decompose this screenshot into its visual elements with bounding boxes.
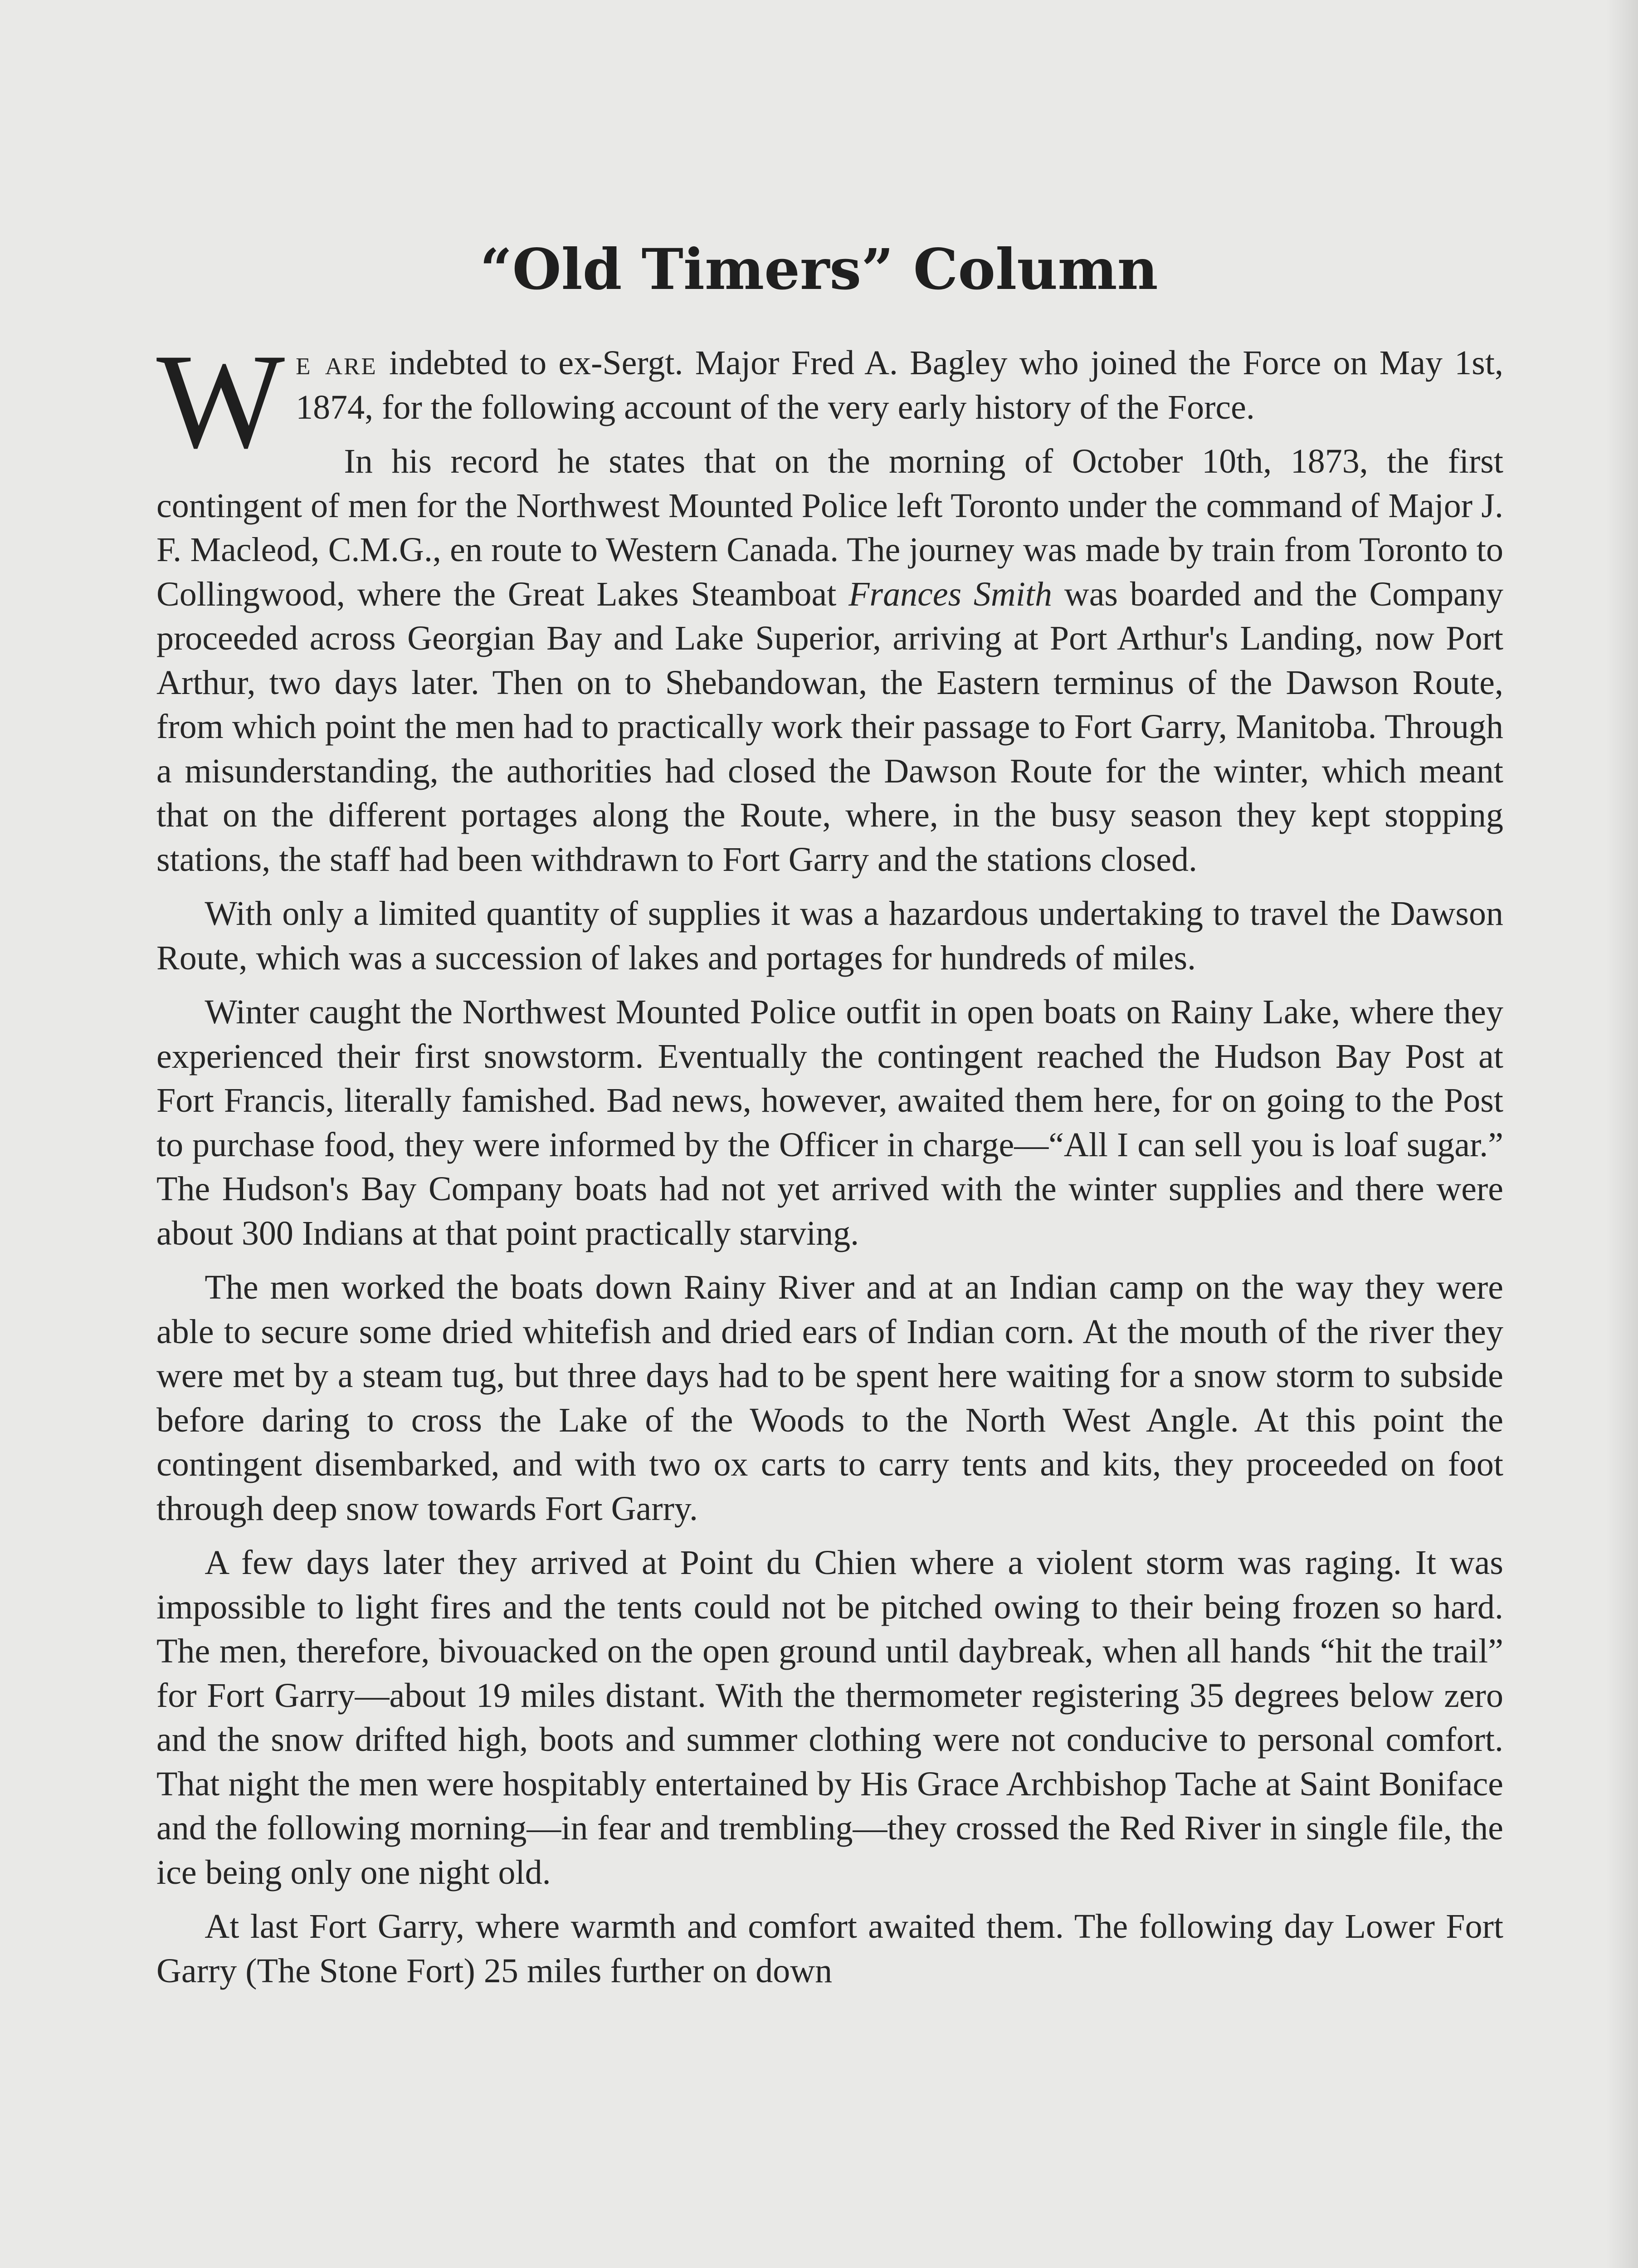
drop-cap: W (156, 326, 285, 476)
paragraph-7: At last Fort Garry, where warmth and comfort awaited them. The following day Lower Fort Garry (The Stone Fort) 25 miles further on down (156, 1907, 1503, 1990)
paragraph-6: A few days later they arrived at Point du Chien where a violent storm was raging. It was impossible to light fires and the tents could not be pitched owing to their being frozen so hard. The men, therefore, bivouacked on the open ground until daybreak, when all hands “hit the trail” for Fort Garry—about 19 miles distant. With the thermometer registering 35 degrees below zero and the snow drifted high, boots and summer clothing were not conducive to personal comfort. That night the men were hospitably entertained by His Grace Archbishop Tache at Saint Boniface and the following morning—in fear and trembling—they crossed the Red River in single file, the ice being only one night old. (156, 1544, 1503, 1892)
paragraph-4: Winter caught the Northwest Mounted Police outfit in open boats on Rainy Lake, where they experienced their first snowstorm. Eventually the contingent reached the Hudson Bay Post at Fort Francis, literally famished. Bad news, however, awaited them here, for on going to the Post to purchase food, they were informed by the Officer in charge—“All I can sell you is loaf sugar.” The Hudson's Bay Company boats had not yet arrived with the winter supplies and there were about 300 Indians at that point practically starving. (156, 993, 1503, 1252)
paragraph-2 (156, 440, 1503, 882)
paragraph-3: With only a limited quantity of supplies it was a hazardous undertaking to travel the Dawson Route, which was a succession of lakes and portages for hundreds of miles. (156, 894, 1503, 977)
paragraph-2-start: In his record he states that on the morning of October 10th, 1873, the first contingent of men for the Northwest Mounted Police left Toronto under the command of Major J. F. Macleod, C.M.G., en route to Western Canada. The journey was made by train from Toronto to Collingwood, where the Great Lakes Steamboat (156, 442, 1503, 613)
lead-small-caps: e are (296, 344, 377, 382)
article-body (156, 326, 1503, 2003)
paragraph-2-end: was boarded and the Company proceeded across Georgian Bay and Lake Superior, arriving at Port Arthur's Landing, now Port Arthur, two days later. Then on to Shebandowan, the Eastern terminus of the Dawson Route, from which point the men had to practically work their passage to Fort Garry, Manitoba. Through a misunderstanding, the authorities had closed the Dawson Route for the winter, which meant that on the different portages along the Route, where, in the busy season they kept stopping stations, the staff had been withdrawn to Fort Garry and the stations closed. (156, 575, 1503, 879)
paragraph-1 (156, 326, 1503, 476)
page-title: “Old Timers” Column (480, 237, 1158, 303)
page-edge-shadow (1606, 0, 1638, 2268)
paragraph-1-text: indebted to ex-Sergt. Major Fred A. Bagley who joined the Force on May 1st, 1874, for the following account of the very early history of the Force. (296, 344, 1503, 426)
ship-name: Frances Smith (848, 575, 1053, 613)
paragraph-5: The men worked the boats down Rainy River and at an Indian camp on the way they were able to secure some dried whitefish and dried ears of Indian corn. At the mouth of the river they were met by a steam tug, but three days had to be spent here waiting for a snow storm to subside before daring to cross the Lake of the Woods to the North West Angle. At this point the contingent disembarked, and with two ox carts to carry tents and kits, they proceeded on foot through deep snow towards Fort Garry. (156, 1268, 1503, 1528)
